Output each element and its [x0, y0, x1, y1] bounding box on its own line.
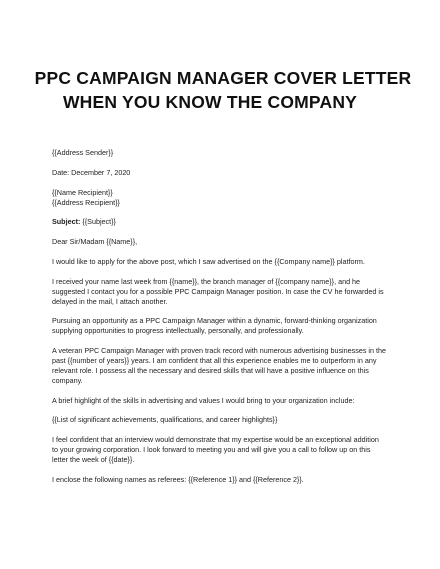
document-title	[0, 66, 440, 114]
subject-line	[52, 217, 404, 227]
paragraph-line: I would like to apply for the above post, which I saw advertised on the {{Company name}} platform.	[52, 256, 365, 266]
paragraph-line: A brief highlight of the skills in advertising and values I would bring to your organization include:	[52, 395, 355, 405]
paragraph-line: Pursuing an opportunity as a PPC Campaign Manager within a dynamic, forward-thinking organization	[52, 316, 377, 326]
paragraph-line: I enclose the following names as referees: {{Reference 1}} and {{Reference 2}}.	[52, 474, 304, 484]
paragraph-line: A veteran PPC Campaign Manager with proven track record with numerous advertising businesses in the	[52, 346, 386, 355]
paragraph-4	[52, 346, 404, 386]
paragraph-line: {{List of significant achievements, qualifications, and career highlights}}	[52, 415, 278, 425]
paragraph-line: supplying opportunities to progress intellectually, personally, and professionally.	[52, 326, 304, 336]
paragraph-1	[52, 257, 404, 267]
paragraph-3	[52, 316, 404, 336]
paragraph-line: past {{number of years}} years. I am confident that all this experience enables me to outperform in any	[52, 355, 377, 365]
title-line-1: PPC CAMPAIGN MANAGER COVER LETTER	[34, 68, 412, 88]
paragraph-line: delayed in the mail, I attach another.	[52, 296, 168, 306]
subject-value: {{Subject}}	[80, 217, 116, 227]
paragraph-line: I received your name last week from {{name}}, the branch manager of {{company name}}, and he	[52, 276, 361, 286]
paragraph-line: I feel confident that an interview would demonstrate that my expertise would be an exceptional addition	[52, 435, 379, 445]
letter-date: Date: December 7, 2020	[52, 167, 131, 177]
recipient-address: {{Address Recipient}}	[52, 197, 120, 207]
paragraph-line: letter the week of {{date}}.	[52, 454, 135, 464]
sender-address: {{Address Sender}}	[52, 148, 114, 157]
paragraph-line: relevant role. I possess all the necessary and desired skills that will have a positive influence on this	[52, 365, 369, 375]
paragraph-line: to your growing corporation. I look forward to meeting you and will give you a call to follow up on this	[52, 445, 371, 455]
salutation: Dear Sir/Madam {{Name}},	[52, 237, 138, 247]
paragraph-5	[52, 396, 404, 406]
title-line-2: WHEN YOU KNOW THE COMPANY	[62, 92, 358, 112]
paragraph-line: suggested I contact you for a possible PPC Campaign Manager position. In case the CV he forwarded is	[52, 286, 384, 296]
paragraph-7	[52, 435, 404, 465]
paragraph-6	[52, 415, 404, 425]
recipient-name: {{Name Recipient}}	[52, 187, 113, 197]
paragraph-line: company.	[52, 375, 83, 385]
paragraph-2	[52, 277, 404, 307]
paragraph-8	[52, 475, 404, 485]
letter-body	[52, 148, 404, 485]
subject-label: Subject:	[52, 217, 81, 227]
